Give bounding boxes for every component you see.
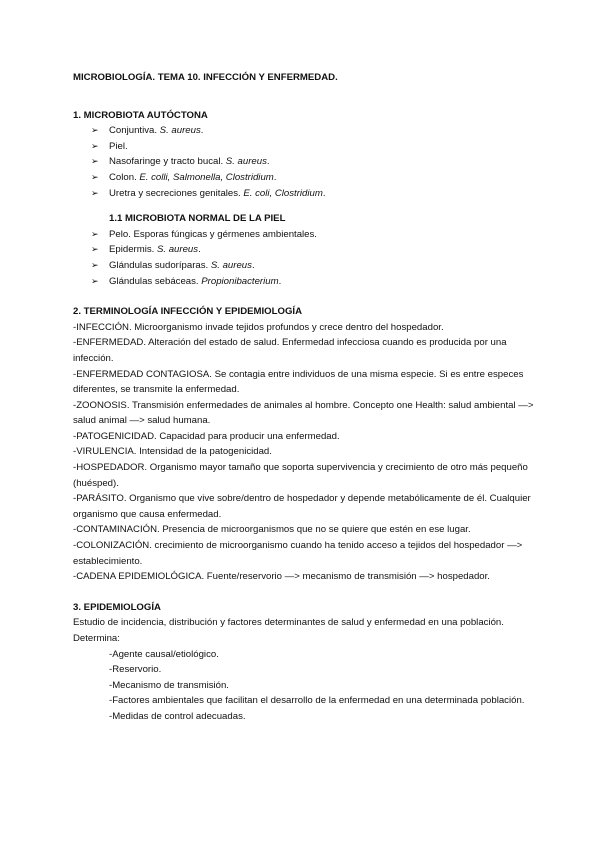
list-item: ➢ Nasofaringe y tracto bucal. S. aureus. (91, 154, 543, 170)
list-item: ➢ Uretra y secreciones genitales. E. coli, Clostridium. (91, 186, 543, 202)
arrow-bullet-icon: ➢ (91, 228, 99, 239)
arrow-bullet-icon: ➢ (91, 275, 99, 286)
list-item: ➢ Glándulas sudoríparas. S. aureus. (91, 258, 543, 274)
list-item: -Mecanismo de transmisión. (109, 679, 229, 691)
term-definition: -PARÁSITO. Organismo que vive sobre/dentro de hospedador y depende metabólicamente de él. Cualquier organismo que causa enfermedad. (73, 493, 531, 520)
list-item: ➢ Glándulas sebáceas. Propionibacterium. (91, 274, 543, 290)
term-definition: -ZOONOSIS. Transmisión enfermedades de animales al hombre. Concepto one Health: salud ambiental —> salud animal —> salud humana. (73, 399, 534, 427)
arrow-bullet-icon: ➢ (91, 259, 99, 270)
section-epidemiology (73, 600, 543, 725)
epidemiology-intro: Estudio de incidencia, distribución y factores determinantes de salud y enfermedad en una población. (73, 617, 504, 629)
term-definition: -ENFERMEDAD. Alteración del estado de salud. Enfermedad infecciosa cuando es producida por una infección. (73, 337, 507, 364)
arrow-bullet-icon: ➢ (91, 171, 99, 182)
determina-label: Determina: (73, 633, 120, 644)
list-item: -Agente causal/etiológico. (109, 648, 219, 660)
term-definition: -PATOGENICIDAD. Capacidad para producir una enfermedad. (73, 430, 340, 442)
section-heading: 3. EPIDEMIOLOGÍA (73, 601, 161, 613)
microbiota-list (73, 123, 543, 201)
skin-microbiota-list (73, 227, 543, 289)
section-heading: 2. TERMINOLOGÍA INFECCIÓN Y EPIDEMIOLOGÍA (73, 306, 303, 318)
list-item: -Reservorio. (109, 664, 162, 676)
section-terminology (73, 304, 543, 585)
arrow-bullet-icon: ➢ (91, 140, 99, 151)
term-definition: -ENFERMEDAD CONTAGIOSA. Se contagia entre individuos de una misma especie. Si es entre especes diferentes, se transmite la enfermedad. (73, 368, 524, 396)
arrow-bullet-icon: ➢ (91, 125, 99, 136)
list-item: ➢ Piel. (91, 139, 543, 155)
list-item: ➢ Epidermis. S. aureus. (91, 242, 543, 258)
term-definition: -CONTAMINACIÓN. Presencia de microorganismos que no se quiere que estén en ese lugar. (73, 524, 471, 536)
arrow-bullet-icon: ➢ (91, 156, 99, 167)
section-microbiota (73, 108, 543, 290)
list-item: ➢ Colon. E. colli, Salmonella, Clostridium. (91, 170, 543, 186)
arrow-bullet-icon: ➢ (91, 187, 99, 198)
term-definition: -INFECCIÓN. Microorganismo invade tejidos profundos y crece dentro del hospedador. (73, 321, 444, 333)
subsection-heading: 1.1 MICROBIOTA NORMAL DE LA PIEL (109, 213, 286, 225)
list-item: -Factores ambientales que facilitan el desarrollo de la enfermedad en una determinada población. (109, 695, 525, 707)
list-item: ➢ Conjuntiva. S. aureus. (91, 123, 543, 139)
list-item: ➢ Pelo. Esporas fúngicas y gérmenes ambientales. (91, 227, 543, 243)
term-definition: -COLONIZACIÓN. crecimiento de microorganismo cuando ha tenido acceso a tejidos del hospedador —> establecimiento. (73, 540, 523, 567)
document-title: MICROBIOLOGÍA. TEMA 10. INFECCIÓN Y ENFERMEDAD. (73, 72, 338, 83)
section-heading: 1. MICROBIOTA AUTÓCTONA (73, 109, 208, 121)
term-definition: -HOSPEDADOR. Organismo mayor tamaño que soporta supervivencia y crecimiento de otro más pequeño (huésped). (73, 462, 528, 489)
list-item: -Medidas de control adecuadas. (109, 710, 246, 722)
term-definition: -VIRULENCIA. Intensidad de la patogenicidad. (73, 446, 272, 458)
document-page (73, 70, 543, 740)
arrow-bullet-icon: ➢ (91, 244, 99, 255)
term-definition: -CADENA EPIDEMIOLÓGICA. Fuente/reservorio —> mecanismo de transmisión —> hospedador. (73, 571, 490, 583)
